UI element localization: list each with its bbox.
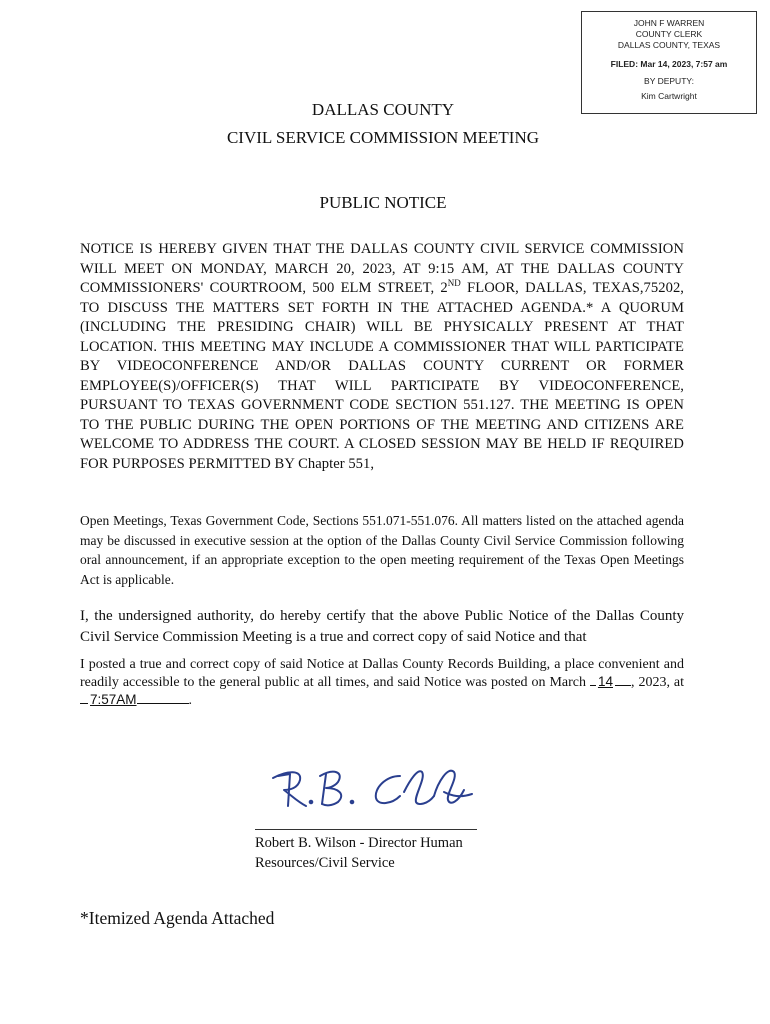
clerk-title: COUNTY CLERK xyxy=(635,29,703,39)
clerk-filing-stamp xyxy=(581,11,757,114)
meeting-heading: CIVIL SERVICE COMMISSION MEETING xyxy=(226,128,540,147)
notice-text-part2: FLOOR, DALLAS, TEXAS,75202, TO DISCUSS THE MATTERS SET FORTH IN THE ATTACHED AGENDA.* A QUORUM (INCLUDING THE PRESIDING CHAIR) WILL BE PHYSICALLY PRESENT AT THAT LOCATION. THIS MEETING MAY INCLUDE A COMMISSIONER THAT WILL PARTICIPATE BY VIDEOCONFERENCE AND/OR DALLAS COUNTY CURRENT OR FORMER EMPLOYEE(S)/OFFICER(S) THAT WILL PARTICIPATE BY VIDEOCONFERENCE, PURSUANT TO TEXAS GOVERNMENT CODE SECTION 551.127. THE MEETING IS OPEN TO THE PUBLIC DURING THE OPEN PORTIONS OF THE MEETING AND CITIZENS ARE WELCOME TO ADDRESS THE COURT. A CLOSED SESSION MAY BE HELD IF REQUIRED FOR PURPOSES PERMITTED BY Chapter 551, xyxy=(80,280,684,472)
posted-time-field: 7:57AM xyxy=(90,692,137,707)
handwritten-signature xyxy=(268,762,478,824)
floor-ordinal-suffix: ND xyxy=(447,278,461,289)
signer-department: Resources/Civil Service xyxy=(255,854,395,871)
county-heading: DALLAS COUNTY xyxy=(311,100,455,119)
signer-block xyxy=(255,834,463,873)
posting-year-text: , 2023, at xyxy=(630,675,684,690)
signature-line xyxy=(255,829,477,830)
posting-text: I posted a true and correct copy of said Notice at Dallas County Records Building, a place convenient and readily accessible to the general public at all times, and said Notice was posted on March xyxy=(80,657,684,690)
notice-text-part1: NOTICE IS HEREBY GIVEN THAT THE DALLAS COUNTY CIVIL SERVICE COMMISSION WILL MEET ON MONDAY, MARCH 20, 2023, AT 9:15 AM, AT THE DALLAS COUNTY COMMISSIONERS' COURTROOM, 500 ELM STREET, 2 xyxy=(80,241,684,296)
clerk-name: JOHN F WARREN xyxy=(633,18,705,28)
open-meetings-paragraph: Open Meetings, Texas Government Code, Sections 551.071-551.076. All matters listed on the attached agenda may be discussed in executive session at the option of the Dallas County Civil Service Commission following oral announcement, if an appropriate exception to the open meeting requirement of the Texas Open Meetings Act is applicable. xyxy=(80,513,684,587)
filed-timestamp: FILED: Mar 14, 2023, 7:57 am xyxy=(610,59,728,69)
posting-paragraph xyxy=(80,656,684,709)
posted-day-field: 14 xyxy=(597,674,613,689)
signer-name: Robert B. Wilson - Director Human xyxy=(255,835,463,851)
deputy-name: Kim Cartwright xyxy=(641,91,697,101)
certification-paragraph: I, the undersigned authority, do hereby certify that the above Public Notice of the Dallas County Civil Service Commission Meeting is a true and correct copy of said Notice and that xyxy=(80,608,684,645)
notice-title: PUBLIC NOTICE xyxy=(319,193,447,212)
posting-end-text: . xyxy=(188,693,193,708)
clerk-county: DALLAS COUNTY, TEXAS xyxy=(617,40,721,50)
notice-paragraph xyxy=(80,240,684,474)
agenda-footnote: *Itemized Agenda Attached xyxy=(80,908,275,928)
deputy-label: BY DEPUTY: xyxy=(644,76,694,86)
